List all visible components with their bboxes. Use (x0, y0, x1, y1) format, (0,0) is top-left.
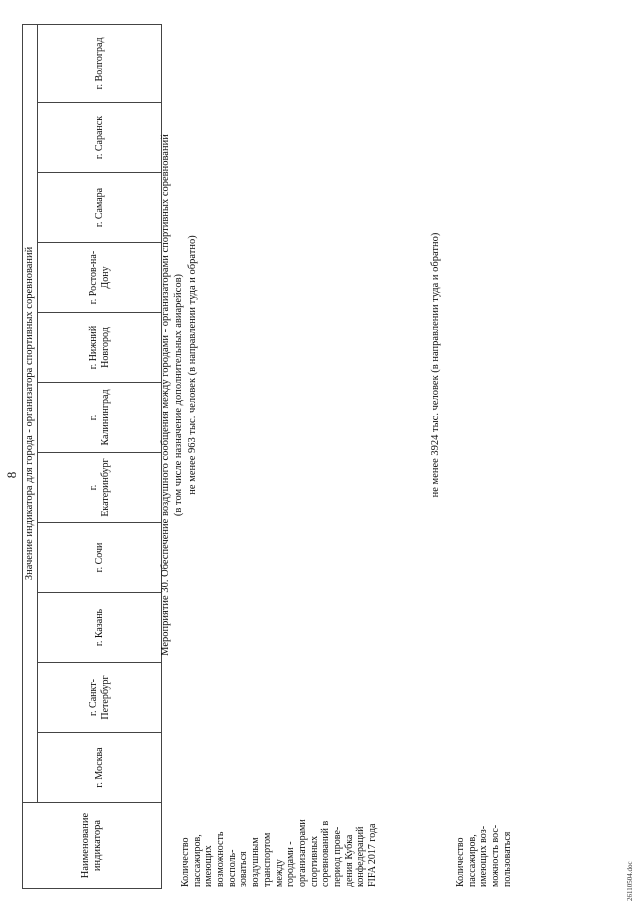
indicator-value-2: не менее 3924 тыс. человек (в направлении туда и обратно) (430, 232, 441, 498)
indicator-value-1: не менее 963 тыс. человек (в направлении туда и обратно) (187, 235, 198, 495)
measure-title: Мероприятие 30. Обеспечение воздушного сообщения между городами - организаторами спортивных соревнований (160, 134, 171, 656)
measure-subtitle: (в том числе назначение дополнительных авиарейсов) (173, 273, 184, 517)
page-number: 8 (4, 471, 19, 479)
indicator-text-2: Количество пассажиров, имеющих воз- можность вос- пользоваться (455, 824, 513, 887)
city-header: г. Сочи (38, 523, 162, 593)
city-header: г. Ростов-на-Дону (38, 243, 162, 313)
indicator-text-1: Количество пассажиров, имеющих возможность восполь- зоваться воздушным транспортом между городами - организаторами спортивных соревнований в период прове- дения Кубка конфедераций FIFA 2017 года (180, 819, 378, 887)
city-header: г. Саранск (38, 103, 162, 173)
city-header: г. Москва (38, 733, 162, 803)
city-header: г. Казань (38, 593, 162, 663)
city-header: г. Самара (38, 173, 162, 243)
indicator-name-header: Наименование индикатора (23, 803, 162, 889)
value-span-header: Значение индикатора для города - организатора спортивных соревнований (23, 24, 38, 802)
city-header: г. Санкт-Петербург (38, 663, 162, 733)
city-header: г. Калининград (38, 383, 162, 453)
indicator-header-table (22, 24, 162, 889)
city-header: г. Екатеринбург (38, 453, 162, 523)
city-header: г. Волгоград (38, 24, 162, 102)
file-name-footer: 26110504.doc (626, 861, 634, 901)
city-header: г. Нижний Новгород (38, 313, 162, 383)
